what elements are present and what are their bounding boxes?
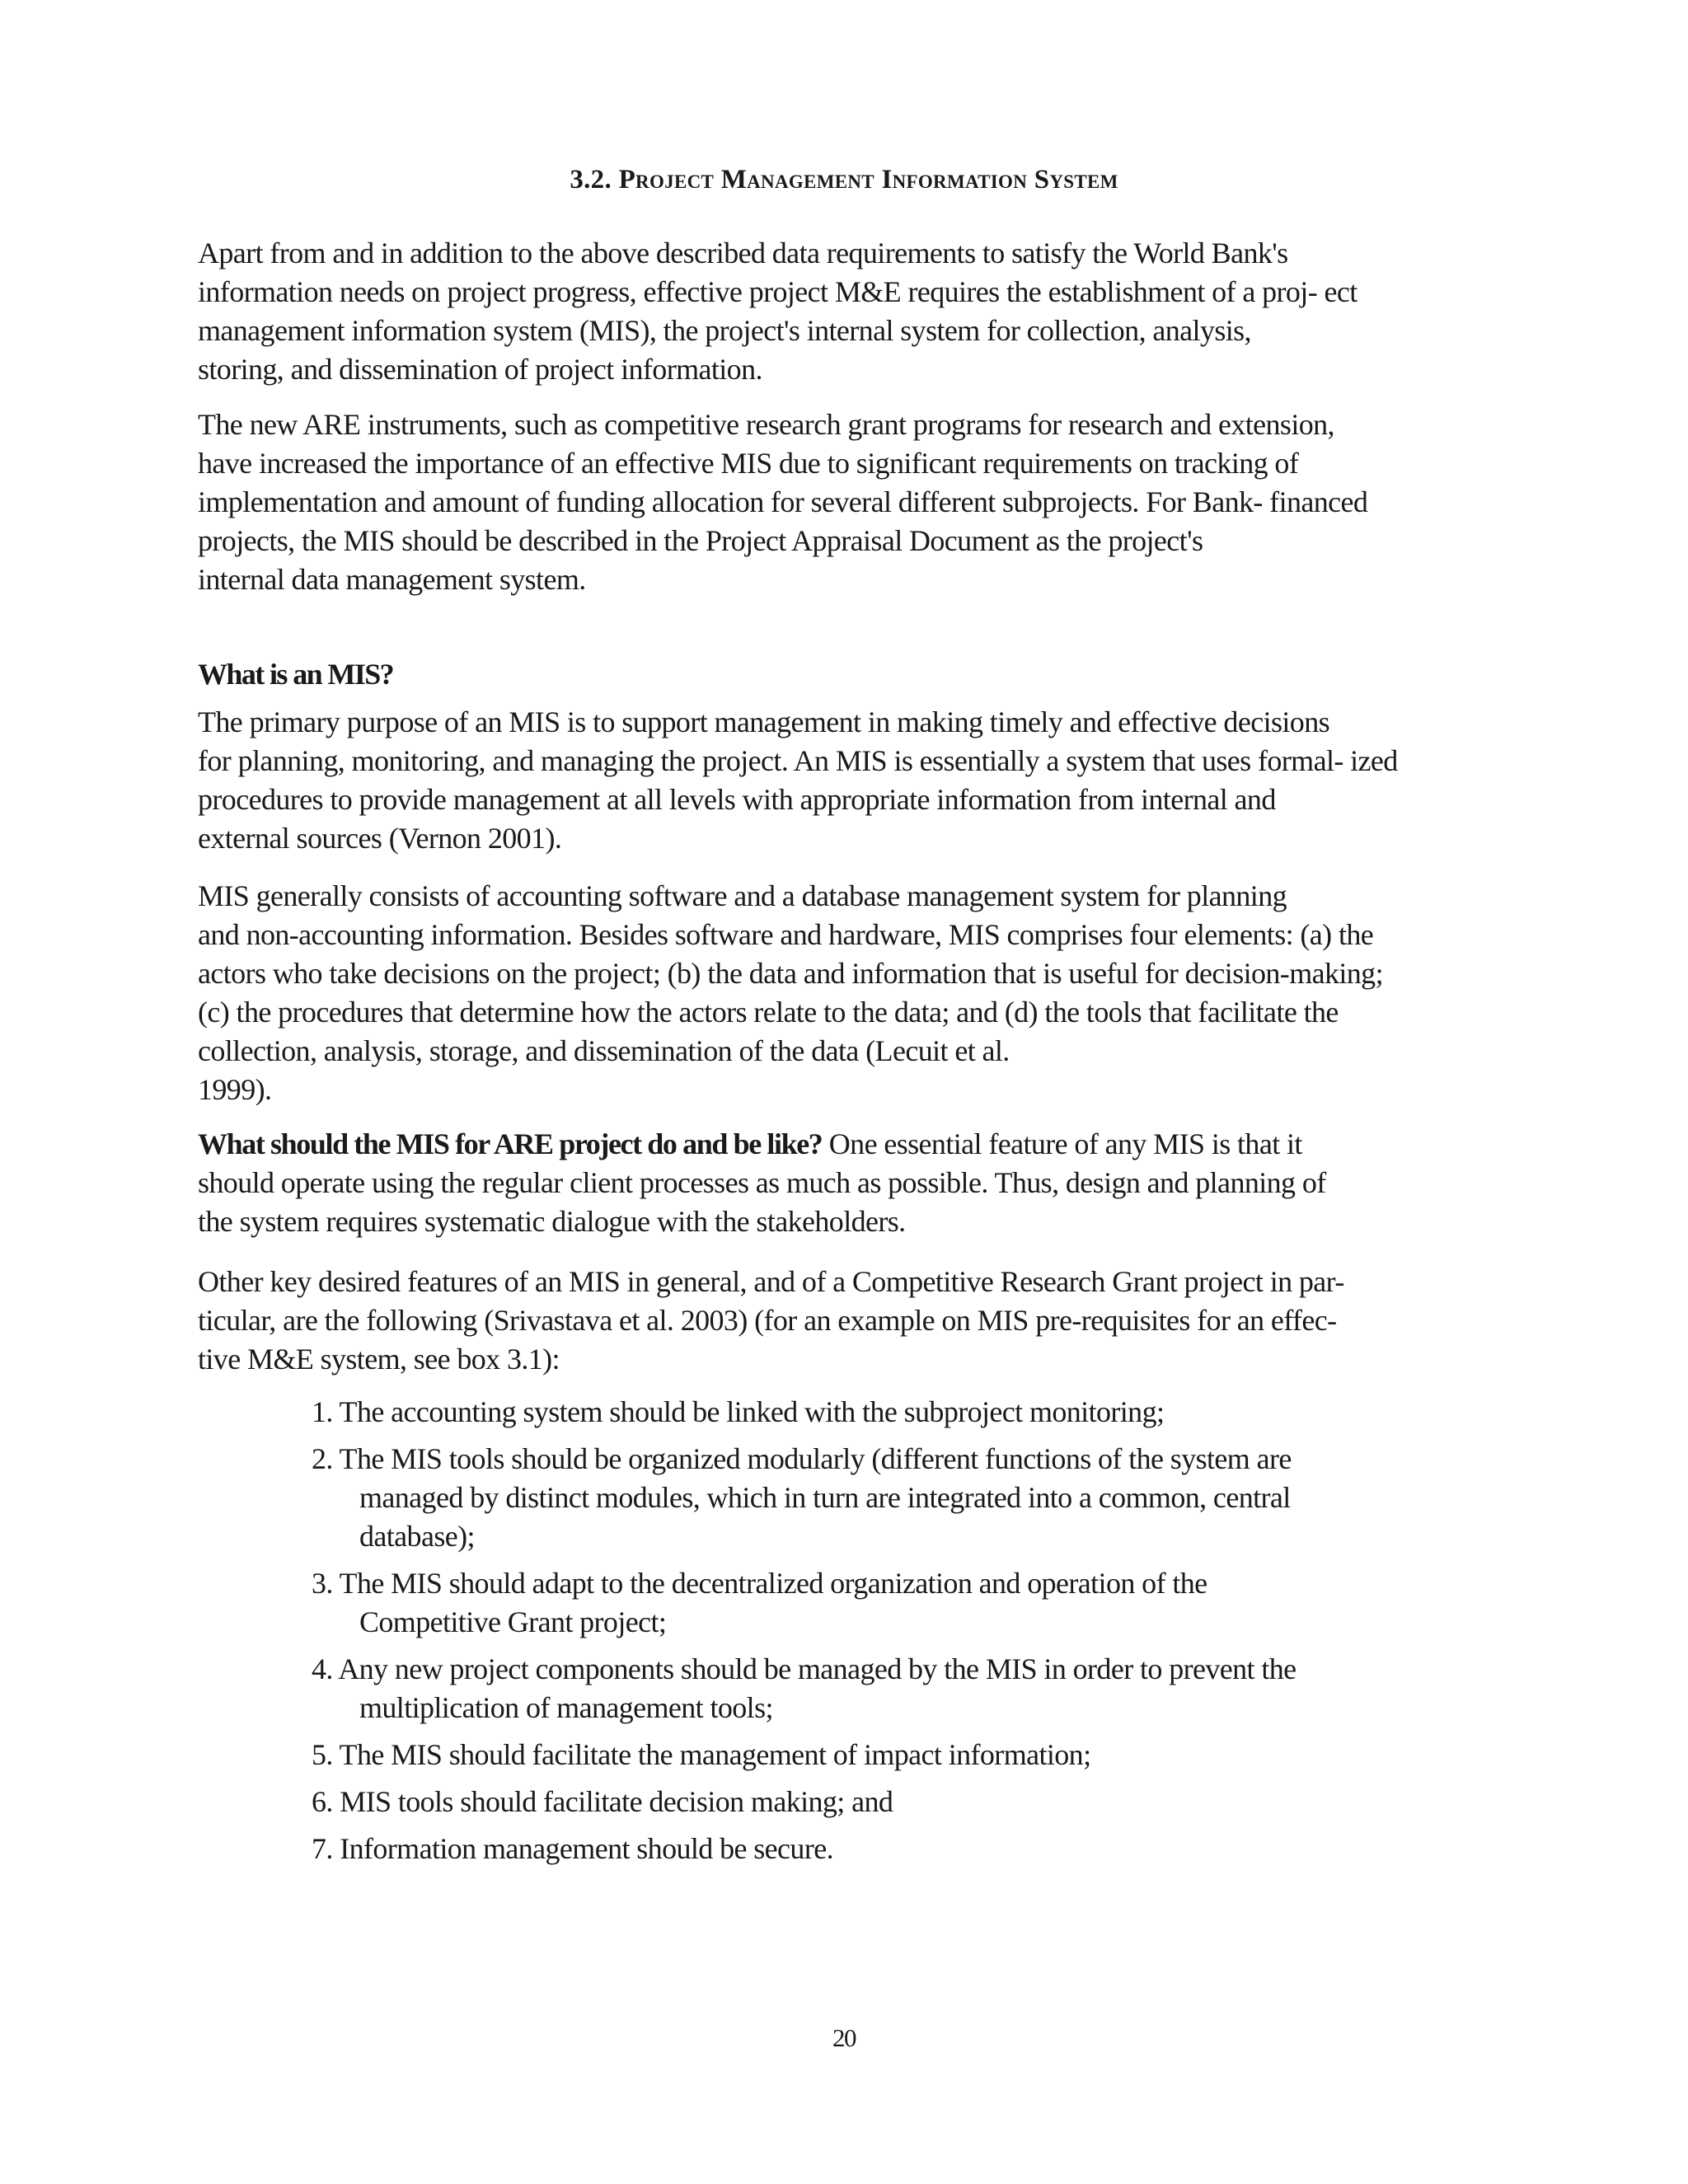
list-item-text: 3. The MIS should adapt to the decentralized organization and operation of the bbox=[312, 1567, 1207, 1600]
list-item-continuation: database); bbox=[359, 1520, 475, 1553]
section-heading bbox=[0, 165, 1688, 195]
list-item-text: 5. The MIS should facilitate the management of impact information; bbox=[312, 1738, 1091, 1771]
paragraph-line: internal data management system. bbox=[198, 563, 586, 596]
paragraph-line: (c) the procedures that determine how the actors relate to the data; and (d) the tools that facilitate the bbox=[198, 996, 1339, 1029]
paragraph-line: management information system (MIS), the project's internal system for collection, analysis, bbox=[198, 314, 1251, 347]
list-item-continuation: Competitive Grant project; bbox=[359, 1605, 667, 1638]
paragraph-line: information needs on project progress, effective project M&E requires the establishment of a proj- ect bbox=[198, 275, 1357, 308]
paragraph-line: should operate using the regular client processes as much as possible. Thus, design and planning of bbox=[198, 1166, 1326, 1199]
list-item bbox=[312, 1830, 1296, 1868]
paragraph-line bbox=[198, 1125, 1326, 1164]
paragraph-mis-elements bbox=[198, 877, 1383, 1109]
paragraph-line-rest: One essential feature of any MIS is that it bbox=[822, 1127, 1302, 1160]
list-item-text: 6. MIS tools should facilitate decision making; and bbox=[312, 1785, 893, 1818]
list-item-continuation: multiplication of management tools; bbox=[359, 1691, 773, 1724]
paragraph-line: the system requires systematic dialogue with the stakeholders. bbox=[198, 1205, 906, 1238]
paragraph-line: procedures to provide management at all levels with appropriate information from internal and bbox=[198, 783, 1276, 816]
list-item bbox=[312, 1393, 1296, 1432]
paragraph-line: tive M&E system, see box 3.1): bbox=[198, 1343, 560, 1376]
feature-list bbox=[312, 1393, 1296, 1877]
paragraph-are-mis-features bbox=[198, 1125, 1326, 1241]
paragraph-line: The primary purpose of an MIS is to support management in making timely and effective decisions bbox=[198, 705, 1329, 738]
paragraph-mis-purpose bbox=[198, 703, 1398, 858]
paragraph-line: 1999). bbox=[198, 1073, 272, 1106]
list-item bbox=[312, 1783, 1296, 1821]
list-item-text: 7. Information management should be secure. bbox=[312, 1832, 833, 1865]
paragraph-line: Apart from and in addition to the above described data requirements to satisfy the World Bank's bbox=[198, 237, 1288, 269]
section-number: 3.2. bbox=[570, 165, 612, 194]
list-item-text: 2. The MIS tools should be organized modularly (different functions of the system are bbox=[312, 1442, 1292, 1475]
paragraph-line: and non-accounting information. Besides software and hardware, MIS comprises four elements: (a) the bbox=[198, 918, 1374, 951]
inline-subheading: What should the MIS for ARE project do and be like? bbox=[198, 1127, 823, 1160]
list-item-text: 1. The accounting system should be linked with the subproject monitoring; bbox=[312, 1395, 1165, 1428]
paragraph-intro bbox=[198, 234, 1357, 389]
page-number: 20 bbox=[832, 2023, 856, 2052]
paragraph-line: collection, analysis, storage, and dissemination of the data (Lecuit et al. bbox=[198, 1034, 1010, 1067]
list-item-continuation: managed by distinct modules, which in turn are integrated into a common, central bbox=[359, 1481, 1291, 1514]
paragraph-line: ticular, are the following (Srivastava et al. 2003) (for an example on MIS pre-requisites for an effec- bbox=[198, 1304, 1337, 1337]
paragraph-line: MIS generally consists of accounting software and a database management system for planning bbox=[198, 879, 1287, 912]
paragraph-line: projects, the MIS should be described in the Project Appraisal Document as the project's bbox=[198, 524, 1203, 557]
section-title: Project Management Information System bbox=[618, 165, 1118, 194]
paragraph-line: actors who take decisions on the project; (b) the data and information that is useful for decision-making; bbox=[198, 957, 1383, 990]
paragraph-line: for planning, monitoring, and managing the project. An MIS is essentially a system that uses formal- ized bbox=[198, 744, 1398, 777]
paragraph-are-instruments bbox=[198, 405, 1367, 599]
paragraph-key-features bbox=[198, 1263, 1344, 1379]
paragraph-line: Other key desired features of an MIS in general, and of a Competitive Research Grant project in par- bbox=[198, 1265, 1344, 1298]
list-item bbox=[312, 1650, 1296, 1727]
list-item-text: 4. Any new project components should be managed by the MIS in order to prevent the bbox=[312, 1652, 1296, 1685]
paragraph-line: have increased the importance of an effective MIS due to significant requirements on tracking of bbox=[198, 447, 1299, 480]
paragraph-line: external sources (Vernon 2001). bbox=[198, 822, 562, 855]
list-item bbox=[312, 1564, 1296, 1642]
list-item bbox=[312, 1736, 1296, 1774]
subheading-what-is-mis: What is an MIS? bbox=[198, 658, 394, 691]
paragraph-line: storing, and dissemination of project information. bbox=[198, 353, 762, 386]
list-item bbox=[312, 1440, 1296, 1556]
paragraph-line: The new ARE instruments, such as competitive research grant programs for research and extension, bbox=[198, 408, 1334, 441]
paragraph-line: implementation and amount of funding allocation for several different subprojects. For Bank- financed bbox=[198, 485, 1368, 518]
